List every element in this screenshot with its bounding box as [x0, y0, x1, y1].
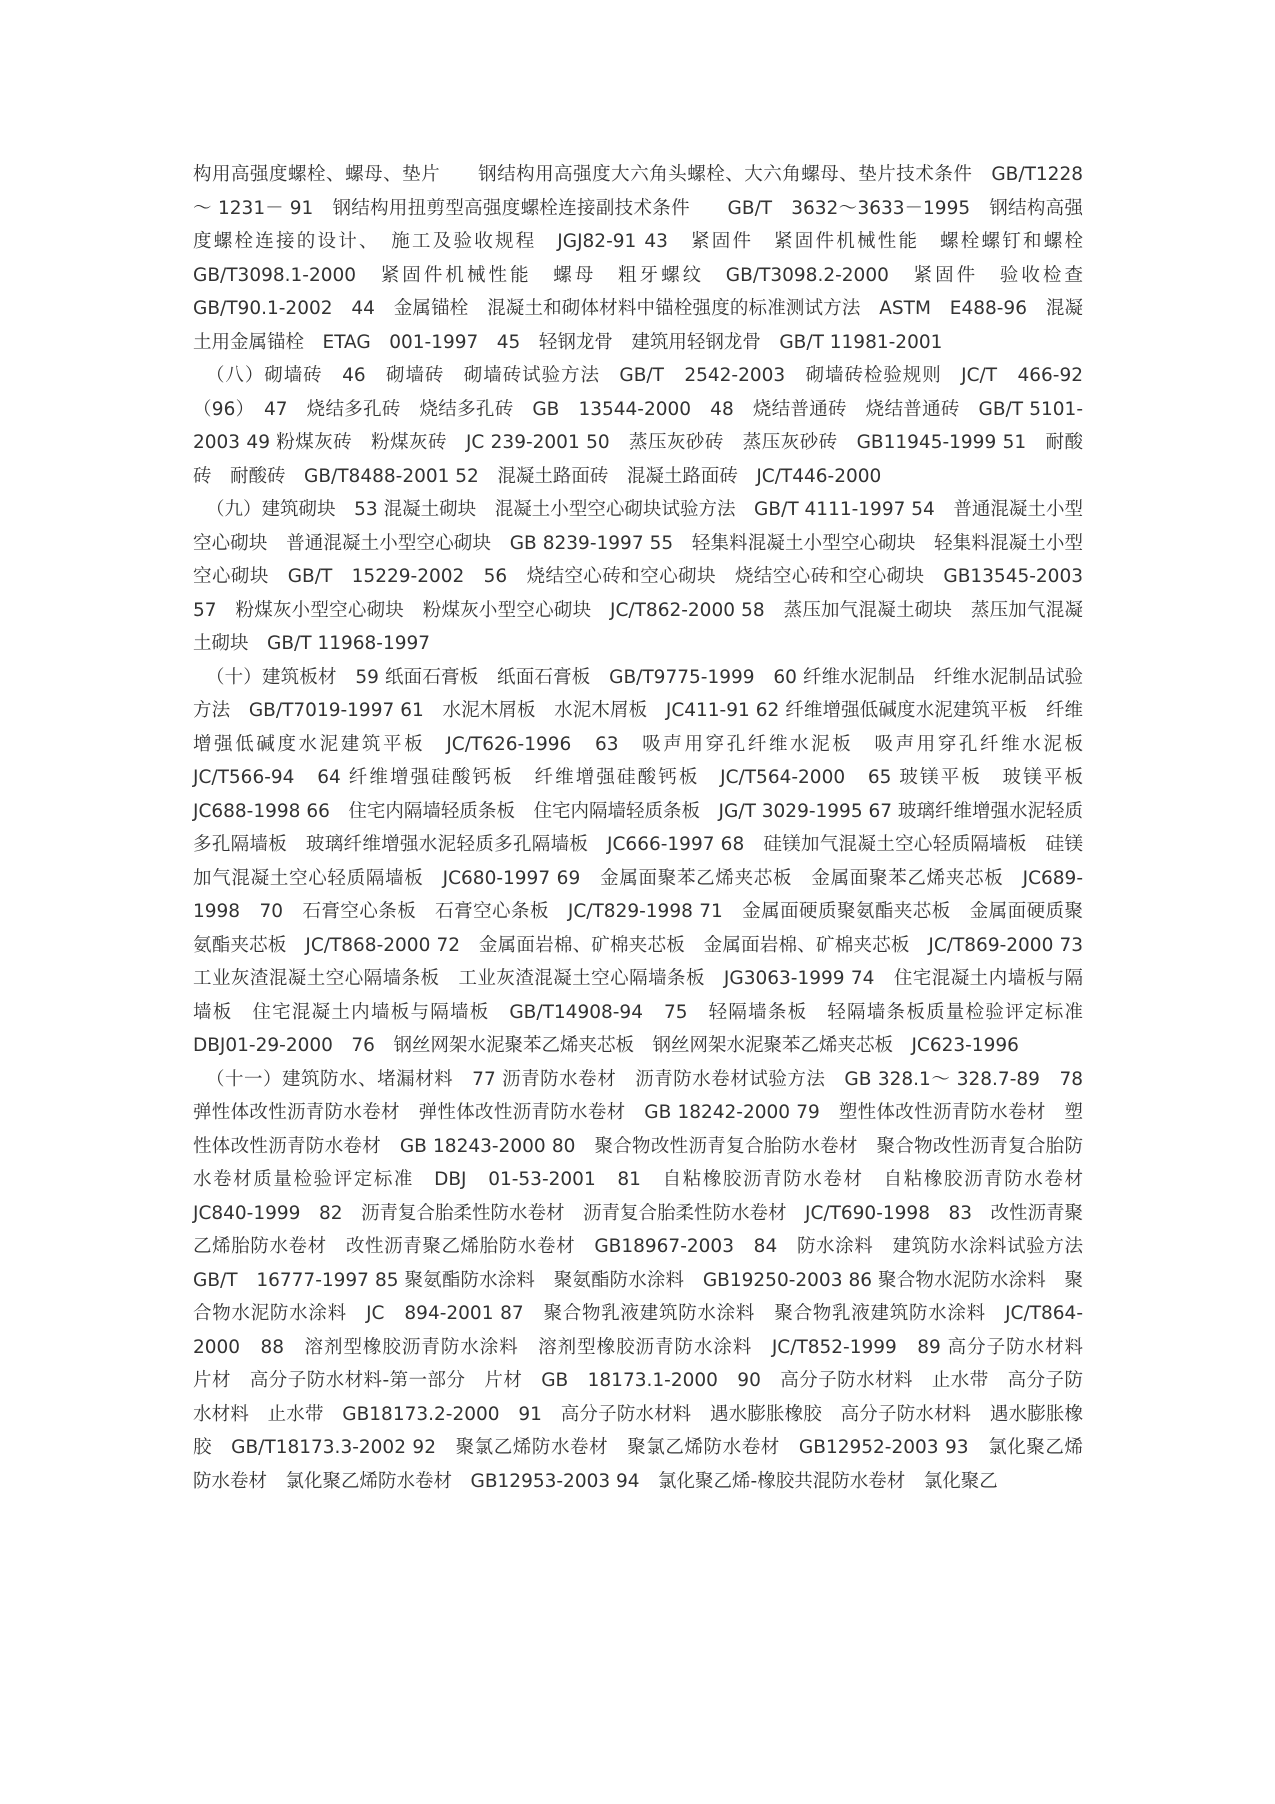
- paragraph-building-blocks: （九）建筑砌块 53 混凝土砌块 混凝土小型空心砌块试验方法 GB/T 4111-1997 54 普通混凝土小型空心砌块 普通混凝土小型空心砌块 GB 8239-1997 55 轻集料混凝土小型空心砌块 轻集料混凝土小型空心砌块 GB/T 15229-2002 56 烧结空心砖和空心砌块 烧结空心砖和空心砌块 GB13545-2003 57 粉煤灰小型空心砌块 粉煤灰小型空心砌块 JC/T862-2000 58 蒸压加气混凝土砌块 蒸压加气混凝土砌块 GB/T 11968-1997: [193, 499, 1083, 654]
- paragraph-building-boards: （十）建筑板材 59 纸面石膏板 纸面石膏板 GB/T9775-1999 60 纤维水泥制品 纤维水泥制品试验方法 GB/T7019-1997 61 水泥木屑板 水泥木屑板 JC411-91 62 纤维增强低碱度水泥建筑平板 纤维增强低碱度水泥建筑平板 JC/T626-1996 63 吸声用穿孔纤维水泥板 吸声用穿孔纤维水泥板 JC/T566-94 64 纤维增强硅酸钙板 纤维增强硅酸钙板 JC/T564-2000 65 玻镁平板 玻镁平板 JC688-1998 66 住宅内隔墙轻质条板 住宅内隔墙轻质条板 JG/T 3029-1995 67 玻璃纤维增强水泥轻质多孔隔墙板 玻璃纤维增强水泥轻质多孔隔墙板 JC666-1997 68 硅镁加气混凝土空心轻质隔墙板 硅镁加气混凝土空心轻质隔墙板 JC680-1997 69 金属面聚苯乙烯夹芯板 金属面聚苯乙烯夹芯板 JC689-1998 70 石膏空心条板 石膏空心条板 JC/T829-1998 71 金属面硬质聚氨酯夹芯板 金属面硬质聚氨酯夹芯板 JC/T868-2000 72 金属面岩棉、矿棉夹芯板 金属面岩棉、矿棉夹芯板 JC/T869-2000 73 工业灰渣混凝土空心隔墙条板 工业灰渣混凝土空心隔墙条板 JG3063-1999 74 住宅混凝土内墙板与隔墙板 住宅混凝土内墙板与隔墙板 GB/T14908-94 75 轻隔墙条板 轻隔墙条板质量检验评定标准 DBJ01-29-2000 76 钢丝网架水泥聚苯乙烯夹芯板 钢丝网架水泥聚苯乙烯夹芯板 JC623-1996: [193, 666, 1102, 1056]
- paragraph-masonry-bricks: （八）砌墙砖 46 砌墙砖 砌墙砖试验方法 GB/T 2542-2003 砌墙砖检验规则 JC/T 466-92（96） 47 烧结多孔砖 烧结多孔砖 GB 13544-2000 48 烧结普通砖 烧结普通砖 GB/T 5101-2003 49 粉煤灰砖 粉煤灰砖 JC 239-2001 50 蒸压灰砂砖 蒸压灰砂砖 GB11945-1999 51 耐酸砖 耐酸砖 GB/T8488-2001 52 混凝土路面砖 混凝土路面砖 JC/T446-2000: [193, 365, 1083, 487]
- paragraph-fasteners: 构用高强度螺栓、螺母、垫片 钢结构用高强度大六角头螺栓、大六角螺母、垫片技术条件 GB/T1228 ～ 1231－ 91 钢结构用扭剪型高强度螺栓连接副技术条件 GB/T 3632～3633－1995 钢结构高强度螺栓连接的设计、 施工及验收规程 JGJ82-91 43 紧固件 紧固件机械性能 螺栓螺钉和螺栓 GB/T3098.1-2000 紧固件机械性能 螺母 粗牙螺纹 GB/T3098.2-2000 紧固件 验收检查 GB/T90.1-2002 44 金属锚栓 混凝土和砌体材料中锚栓强度的标准测试方法 ASTM E488-96 混凝土用金属锚栓 ETAG 001-1997 45 轻钢龙骨 建筑用轻钢龙骨 GB/T 11981-2001: [193, 164, 1102, 353]
- document-body: [193, 158, 1102, 1498]
- paragraph-waterproofing-materials: （十一）建筑防水、堵漏材料 77 沥青防水卷材 沥青防水卷材试验方法 GB 328.1～ 328.7-89 78 弹性体改性沥青防水卷材 弹性体改性沥青防水卷材 GB 18242-2000 79 塑性体改性沥青防水卷材 塑性体改性沥青防水卷材 GB 18243-2000 80 聚合物改性沥青复合胎防水卷材 聚合物改性沥青复合胎防水卷材质量检验评定标准 DBJ 01-53-2001 81 自粘橡胶沥青防水卷材 自粘橡胶沥青防水卷材 JC840-1999 82 沥青复合胎柔性防水卷材 沥青复合胎柔性防水卷材 JC/T690-1998 83 改性沥青聚乙烯胎防水卷材 改性沥青聚乙烯胎防水卷材 GB18967-2003 84 防水涂料 建筑防水涂料试验方法 GB/T 16777-1997 85 聚氨酯防水涂料 聚氨酯防水涂料 GB19250-2003 86 聚合物水泥防水涂料 聚合物水泥防水涂料 JC 894-2001 87 聚合物乳液建筑防水涂料 聚合物乳液建筑防水涂料 JC/T864-2000 88 溶剂型橡胶沥青防水涂料 溶剂型橡胶沥青防水涂料 JC/T852-1999 89 高分子防水材料 片材 高分子防水材料-第一部分 片材 GB 18173.1-2000 90 高分子防水材料 止水带 高分子防水材料 止水带 GB18173.2-2000 91 高分子防水材料 遇水膨胀橡胶 高分子防水材料 遇水膨胀橡胶 GB/T18173.3-2002 92 聚氯乙烯防水卷材 聚氯乙烯防水卷材 GB12952-2003 93 氯化聚乙烯防水卷材 氯化聚乙烯防水卷材 GB12953-2003 94 氯化聚乙烯-橡胶共混防水卷材 氯化聚乙: [193, 1068, 1102, 1492]
